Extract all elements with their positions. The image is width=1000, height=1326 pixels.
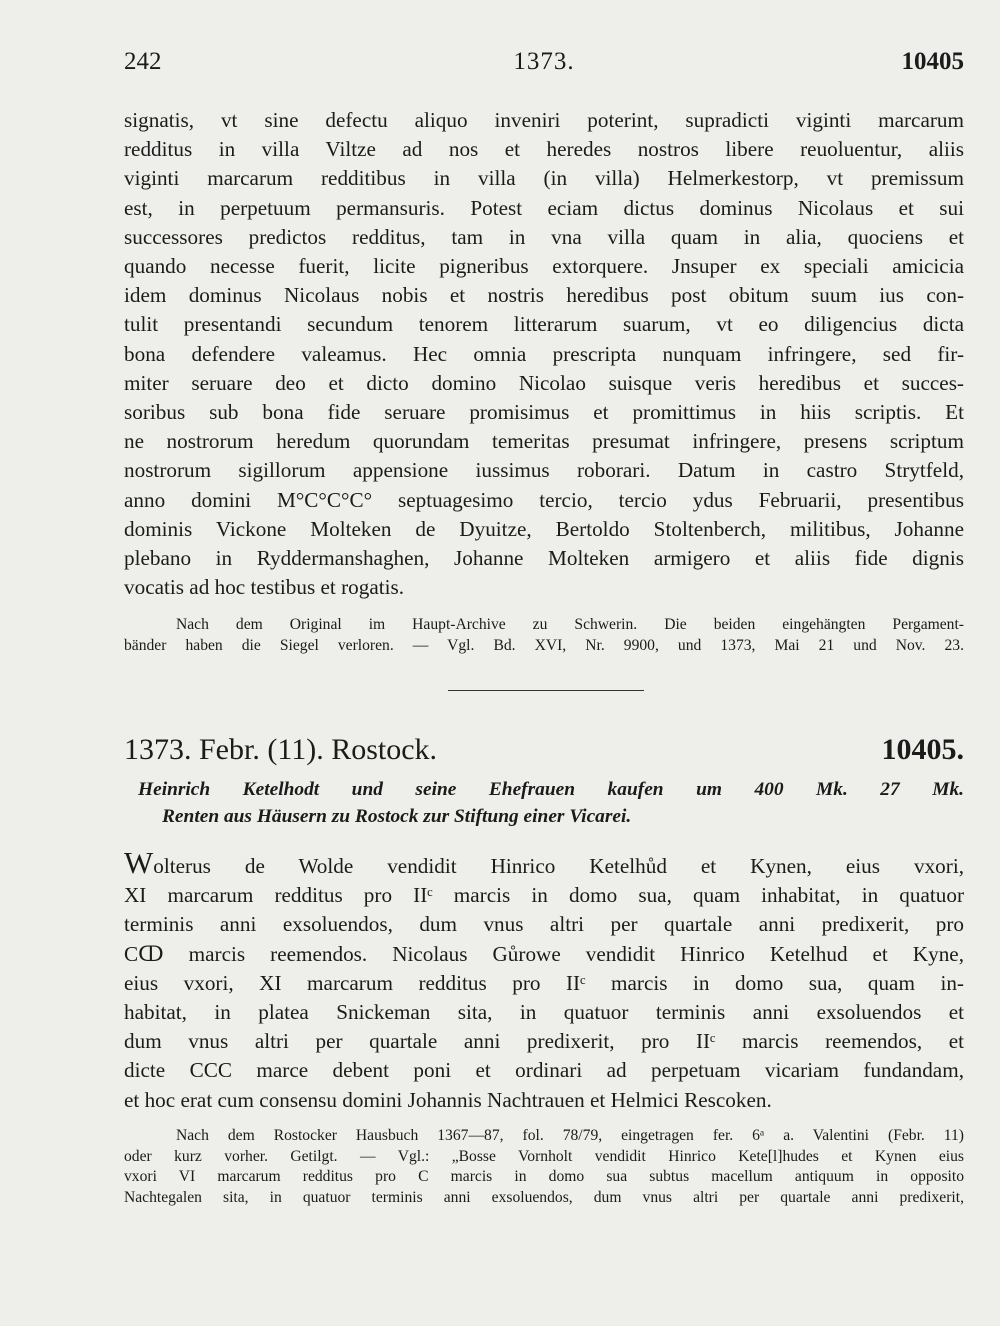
text-line: quando necesse fuerit, licite pigneribus extorquere. Jnsuper ex speciali amicicia <box>124 254 964 279</box>
text-line: viginti marcarum redditibus in villa (in villa) Helmerkestorp, vt premissum <box>124 166 964 191</box>
note-line: vxori VI marcarum redditus pro C marcis in domo sua subtus macellum antiquum in opposito <box>124 1168 964 1186</box>
text-line: dominis Vickone Molteken de Dyuitze, Bertoldo Stoltenberch, militibus, Johanne <box>124 516 964 541</box>
text-line: vocatis ad hoc testibus et rogatis. <box>124 575 405 600</box>
text-line: XI marcarum redditus pro IIᶜ marcis in domo sua, quam inhabitat, in quatuor <box>124 883 964 908</box>
initial-letter: W <box>124 845 154 880</box>
entry-heading <box>124 728 964 772</box>
text-line: terminis anni exsoluendos, dum vnus altri per quartale anni predixerit, pro <box>124 912 964 937</box>
running-head-year: 1373. <box>513 48 575 75</box>
text-line: est, in perpetuum permansuris. Potest eciam dictus dominus Nicolaus et sui <box>124 195 964 220</box>
text-line: dum vnus altri per quartale anni predixerit, pro IIᶜ marcis reemendos, et <box>124 1029 964 1054</box>
note-line: oder kurz vorher. Getilgt. — Vgl.: „Bosse Vornholt vendidit Hinrico Kete[l]hudes et Kynen eius <box>124 1147 964 1165</box>
source-note-1 <box>124 614 964 656</box>
note-line: Nach dem Original im Haupt-Archive zu Schwerin. Die beiden eingehängten Pergament- <box>176 616 964 633</box>
entry-number: 10405. <box>881 733 964 766</box>
text-line: dicte CCC marce debent poni et ordinari ad perpetuam vicariam fundandam, <box>124 1058 964 1083</box>
running-head-document-number: 10405 <box>901 48 964 75</box>
text-line: eius vxori, XI marcarum redditus pro IIᶜ marcis in domo sua, quam in- <box>124 970 964 995</box>
text-line: plebano in Ryddermanshaghen, Johanne Molteken armigero et aliis fide dignis <box>124 546 964 571</box>
entry-summary <box>124 776 964 830</box>
text-line: bona defendere valeamus. Hec omnia prescripta nunquam infringere, sed fir- <box>124 341 964 366</box>
text-line: soribus sub bona fide seruare promisimus et promittimus in hiis scriptis. Et <box>124 400 964 425</box>
text-line: idem dominus Nicolaus nobis et nostris heredibus post obitum suum ius con- <box>124 283 964 308</box>
text-line: ne nostrorum heredum quorundam temeritas presumat infringere, presens scriptum <box>124 429 964 454</box>
text-line: anno domini M°C°C°C° septuagesimo tercio, tercio ydus Februarii, presentibus <box>124 487 964 512</box>
text-line: signatis, vt sine defectu aliquo inveniri poterint, supradicti viginti marcarum <box>124 108 964 132</box>
note-line: bänder haben die Siegel verloren. — Vgl. Bd. XVI, Nr. 9900, und 1373, Mai 21 und Nov. 23. <box>124 637 964 654</box>
text-line: redditus in villa Viltze ad nos et heredes nostros libere reuoluentur, aliis <box>124 137 964 162</box>
summary-line: Renten aus Häusern zu Rostock zur Stiftung einer Vicarei. <box>162 806 632 827</box>
running-head <box>124 44 964 80</box>
text-line: et hoc erat cum consensu domini Johannis Nachtrauen et Helmici Rescoken. <box>124 1087 772 1112</box>
text-line: Cↀ marcis reemendos. Nicolaus Gůrowe vendidit Hinrico Ketelhud et Kyne, <box>124 941 964 966</box>
previous-charter-text <box>124 106 964 602</box>
source-note-2 <box>124 1126 964 1208</box>
text-line-with-initial <box>124 845 964 881</box>
text-line: miter seruare deo et dicto domino Nicolao suisque veris heredibus et succes- <box>124 370 964 395</box>
summary-line: Heinrich Ketelhodt und seine Ehefrauen kaufen um 400 Mk. 27 Mk. <box>138 779 964 800</box>
page-number: 242 <box>124 48 162 75</box>
text-line: habitat, in platea Snickeman sita, in quatuor terminis anni exsoluendos et <box>124 1000 964 1025</box>
section-divider <box>448 690 644 691</box>
text-line: olterus de Wolde vendidit Hinrico Ketelhůd et Kynen, eius vxori, <box>153 854 964 878</box>
note-line: Nach dem Rostocker Hausbuch 1367—87, fol. 78/79, eingetragen fer. 6ᵃ a. Valentini (Febr. 11) <box>176 1127 964 1144</box>
note-line: Nachtegalen sita, in quatuor terminis anni exsoluendos, dum vnus altri per quartale anni predixerit, <box>124 1188 964 1206</box>
text-line: tulit presentandi secundum tenorem litterarum suarum, vt eo diligencius dicta <box>124 312 964 337</box>
entry-text <box>124 845 964 1115</box>
text-line: successores predictos redditus, tam in vna villa quam in alia, quociens et <box>124 224 964 249</box>
text-line: nostrorum sigillorum appensione iussimus roborari. Datum in castro Strytfeld, <box>124 458 964 483</box>
entry-date-place: 1373. Febr. (11). Rostock. <box>124 733 438 766</box>
